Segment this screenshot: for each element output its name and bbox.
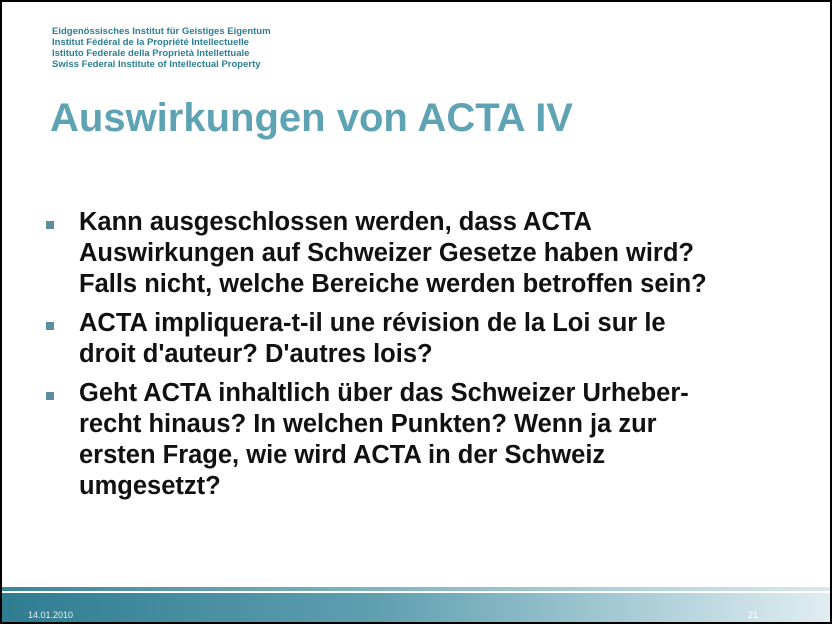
bullet-text [79,308,666,370]
bullet-line: Falls nicht, welche Bereiche werden betroffen sein? [79,270,707,298]
bullet-line: ersten Frage, wie wird ACTA in der Schweiz [79,441,606,469]
bullet-item [46,378,786,502]
footer-divider [2,587,832,591]
bullet-text [79,378,689,502]
bullet-line: umgesetzt? [79,472,221,500]
institute-name-block [52,26,271,70]
footer-bar [2,593,832,624]
bullet-line: droit d'auteur? D'autres lois? [79,340,433,368]
footer-date: 14.01.2010 [28,610,74,620]
bullet-line: ACTA impliquera-t-il une révision de la Loi sur le [79,309,666,337]
square-bullet-icon [46,392,54,400]
bullet-line: Kann ausgeschlossen werden, dass ACTA [79,208,592,236]
slide-title: Auswirkungen von ACTA IV [50,96,573,140]
institute-name-de: Eidgenössisches Institut für Geistiges Eigentum [52,26,271,37]
page-number: 21 [748,610,759,620]
bullet-item [46,207,786,300]
square-bullet-icon [46,322,54,330]
bullet-line: Auswirkungen auf Schweizer Gesetze haben wird? [79,239,694,267]
square-bullet-icon [46,221,54,229]
bullet-line: recht hinaus? In welchen Punkten? Wenn ja zur [79,410,657,438]
institute-name-en: Swiss Federal Institute of Intellectual Property [52,59,261,70]
bullet-item [46,308,786,370]
bullet-line: Geht ACTA inhaltlich über das Schweizer Urheber- [79,379,689,407]
bullet-text [79,207,707,300]
institute-name-it: Istituto Federale della Proprietà Intellettuale [52,48,250,59]
bullet-list [46,207,786,510]
institute-name-fr: Institut Fédéral de la Propriété Intellectuelle [52,37,249,48]
